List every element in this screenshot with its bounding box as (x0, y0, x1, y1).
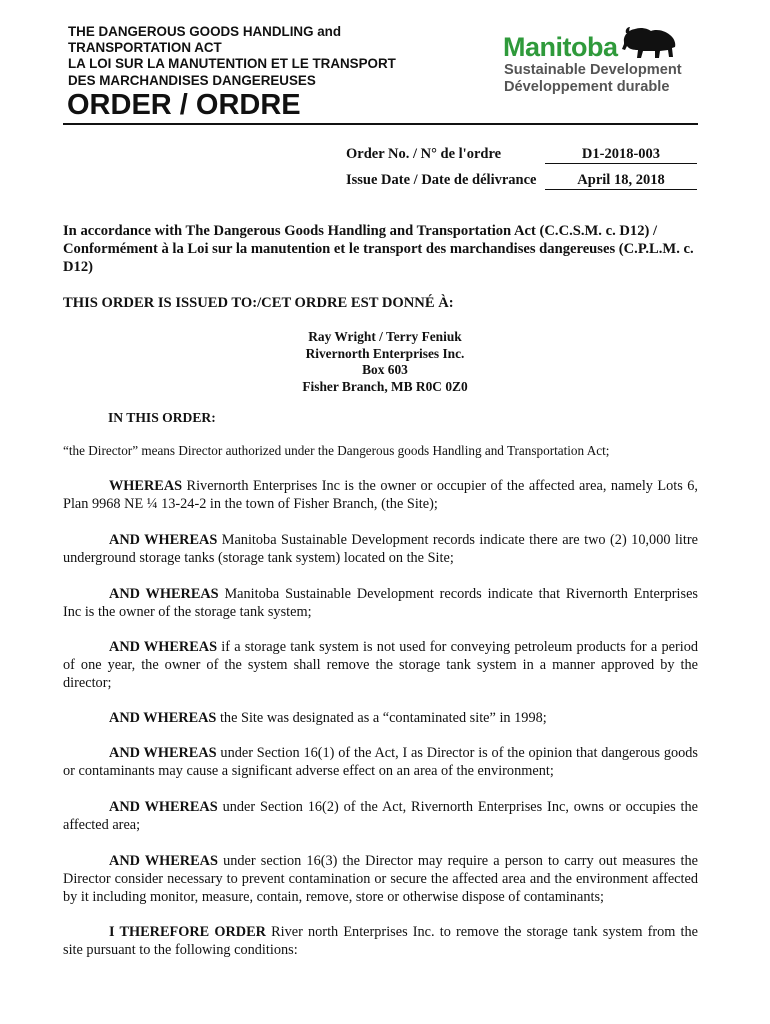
act-title-line: LA LOI SUR LA MANUTENTION ET LE TRANSPORT (68, 56, 396, 72)
recipient-city: Fisher Branch, MB R0C 0Z0 (302, 378, 468, 394)
logo-subtitle-fr: Développement durable (504, 79, 670, 95)
clause-lead: AND WHEREAS (109, 799, 218, 815)
issue-date-value: April 18, 2018 (545, 172, 697, 190)
act-title-line: DES MARCHANDISES DANGEREUSES (68, 72, 316, 88)
issue-date-label: Issue Date / Date de délivrance (346, 172, 537, 188)
logo-subtitle-en: Sustainable Development (504, 62, 682, 78)
clause-paragraph (63, 852, 698, 906)
clause-text: under Section 16(1) of the Act, I as Director is of the opinion that dangerous goods or contaminants may cause a significant adverse effect on an area of the environment; (63, 745, 698, 779)
logo-subtitle (504, 62, 714, 96)
clause-text: under section 16(3) the Director may require a person to carry out measures the Director consider necessary to prevent contamination or secure the affected area and the environment affected by it including monitor, measure, contain, remove, store or otherwise dispose of contaminants; (63, 853, 698, 905)
clause-text: under Section 16(2) of the Act, Rivernorth Enterprises Inc, owns or occupies the affected area; (63, 799, 698, 833)
clause-text: Rivernorth Enterprises Inc is the owner or occupier of the affected area, namely Lots 6, Plan 9968 NE ¼ 13-24-2 in the town of Fisher Branch, (the Site); (63, 478, 698, 512)
clause-text: the Site was designated as a “contaminated site” in 1998; (216, 710, 547, 726)
logo-wordmark: Manitoba (503, 32, 618, 62)
clause-paragraph (63, 709, 698, 727)
order-number-label: Order No. / N° de l'ordre (346, 146, 502, 162)
recipient-names: Ray Wright / Terry Feniuk (308, 329, 462, 344)
recipient-box: Box 603 (362, 362, 408, 377)
clause-paragraph (63, 531, 698, 567)
clause-lead: I THEREFORE ORDER (109, 924, 266, 940)
issued-to-heading: THIS ORDER IS ISSUED TO:/CET ORDRE EST DONNÉ À: (63, 295, 454, 311)
director-definition: “the Director” means Director authorized under the Dangerous goods Handling and Transportation Act; (63, 443, 610, 458)
bison-icon (620, 24, 678, 60)
page-title: ORDER / ORDRE (67, 89, 301, 121)
in-this-order-heading: IN THIS ORDER: (108, 410, 216, 425)
recipient-company: Rivernorth Enterprises Inc. (305, 345, 465, 361)
clause-lead: AND WHEREAS (109, 639, 218, 655)
clause-text: Manitoba Sustainable Development records indicate there are two (2) 10,000 litre underground storage tanks (storage tank system) located on the Site; (63, 532, 698, 566)
act-title-block (68, 24, 488, 89)
order-number-value: D1-2018-003 (545, 146, 697, 164)
clause-paragraph (63, 798, 698, 834)
clause-paragraph (63, 744, 698, 780)
recipient-address (0, 329, 770, 395)
clause-lead: WHEREAS (109, 478, 183, 494)
clause-lead: AND WHEREAS (109, 745, 217, 761)
clause-paragraph (63, 585, 698, 621)
clause-text: if a storage tank system is not used for conveying petroleum products for a period of one year, the owner of the system shall remove the storage tank system in a manner approved by the director; (63, 639, 698, 691)
act-title-line: THE DANGEROUS GOODS HANDLING and (68, 24, 342, 39)
header-divider (63, 123, 698, 125)
act-title-line: TRANSPORTATION ACT (68, 40, 222, 56)
order-paragraph (63, 923, 698, 959)
accordance-statement: In accordance with The Dangerous Goods Handling and Transportation Act (C.C.S.M. c. D12) / Conformément à la Loi sur la manutention et le transport des marchandises dangereuses (C.P.L.M. c. D12) (63, 223, 694, 275)
clause-paragraph (63, 638, 698, 692)
clause-lead: AND WHEREAS (109, 586, 219, 602)
clause-text: River north Enterprises Inc. to remove the storage tank system from the site pursuant to the following conditions: (63, 924, 698, 958)
clause-paragraph (63, 477, 698, 513)
clause-lead: AND WHEREAS (109, 853, 218, 869)
clause-text: Manitoba Sustainable Development records indicate that Rivernorth Enterprises Inc is the owner of the storage tank system; (63, 586, 698, 620)
clause-lead: AND WHEREAS (109, 710, 217, 726)
clause-lead: AND WHEREAS (109, 532, 218, 548)
